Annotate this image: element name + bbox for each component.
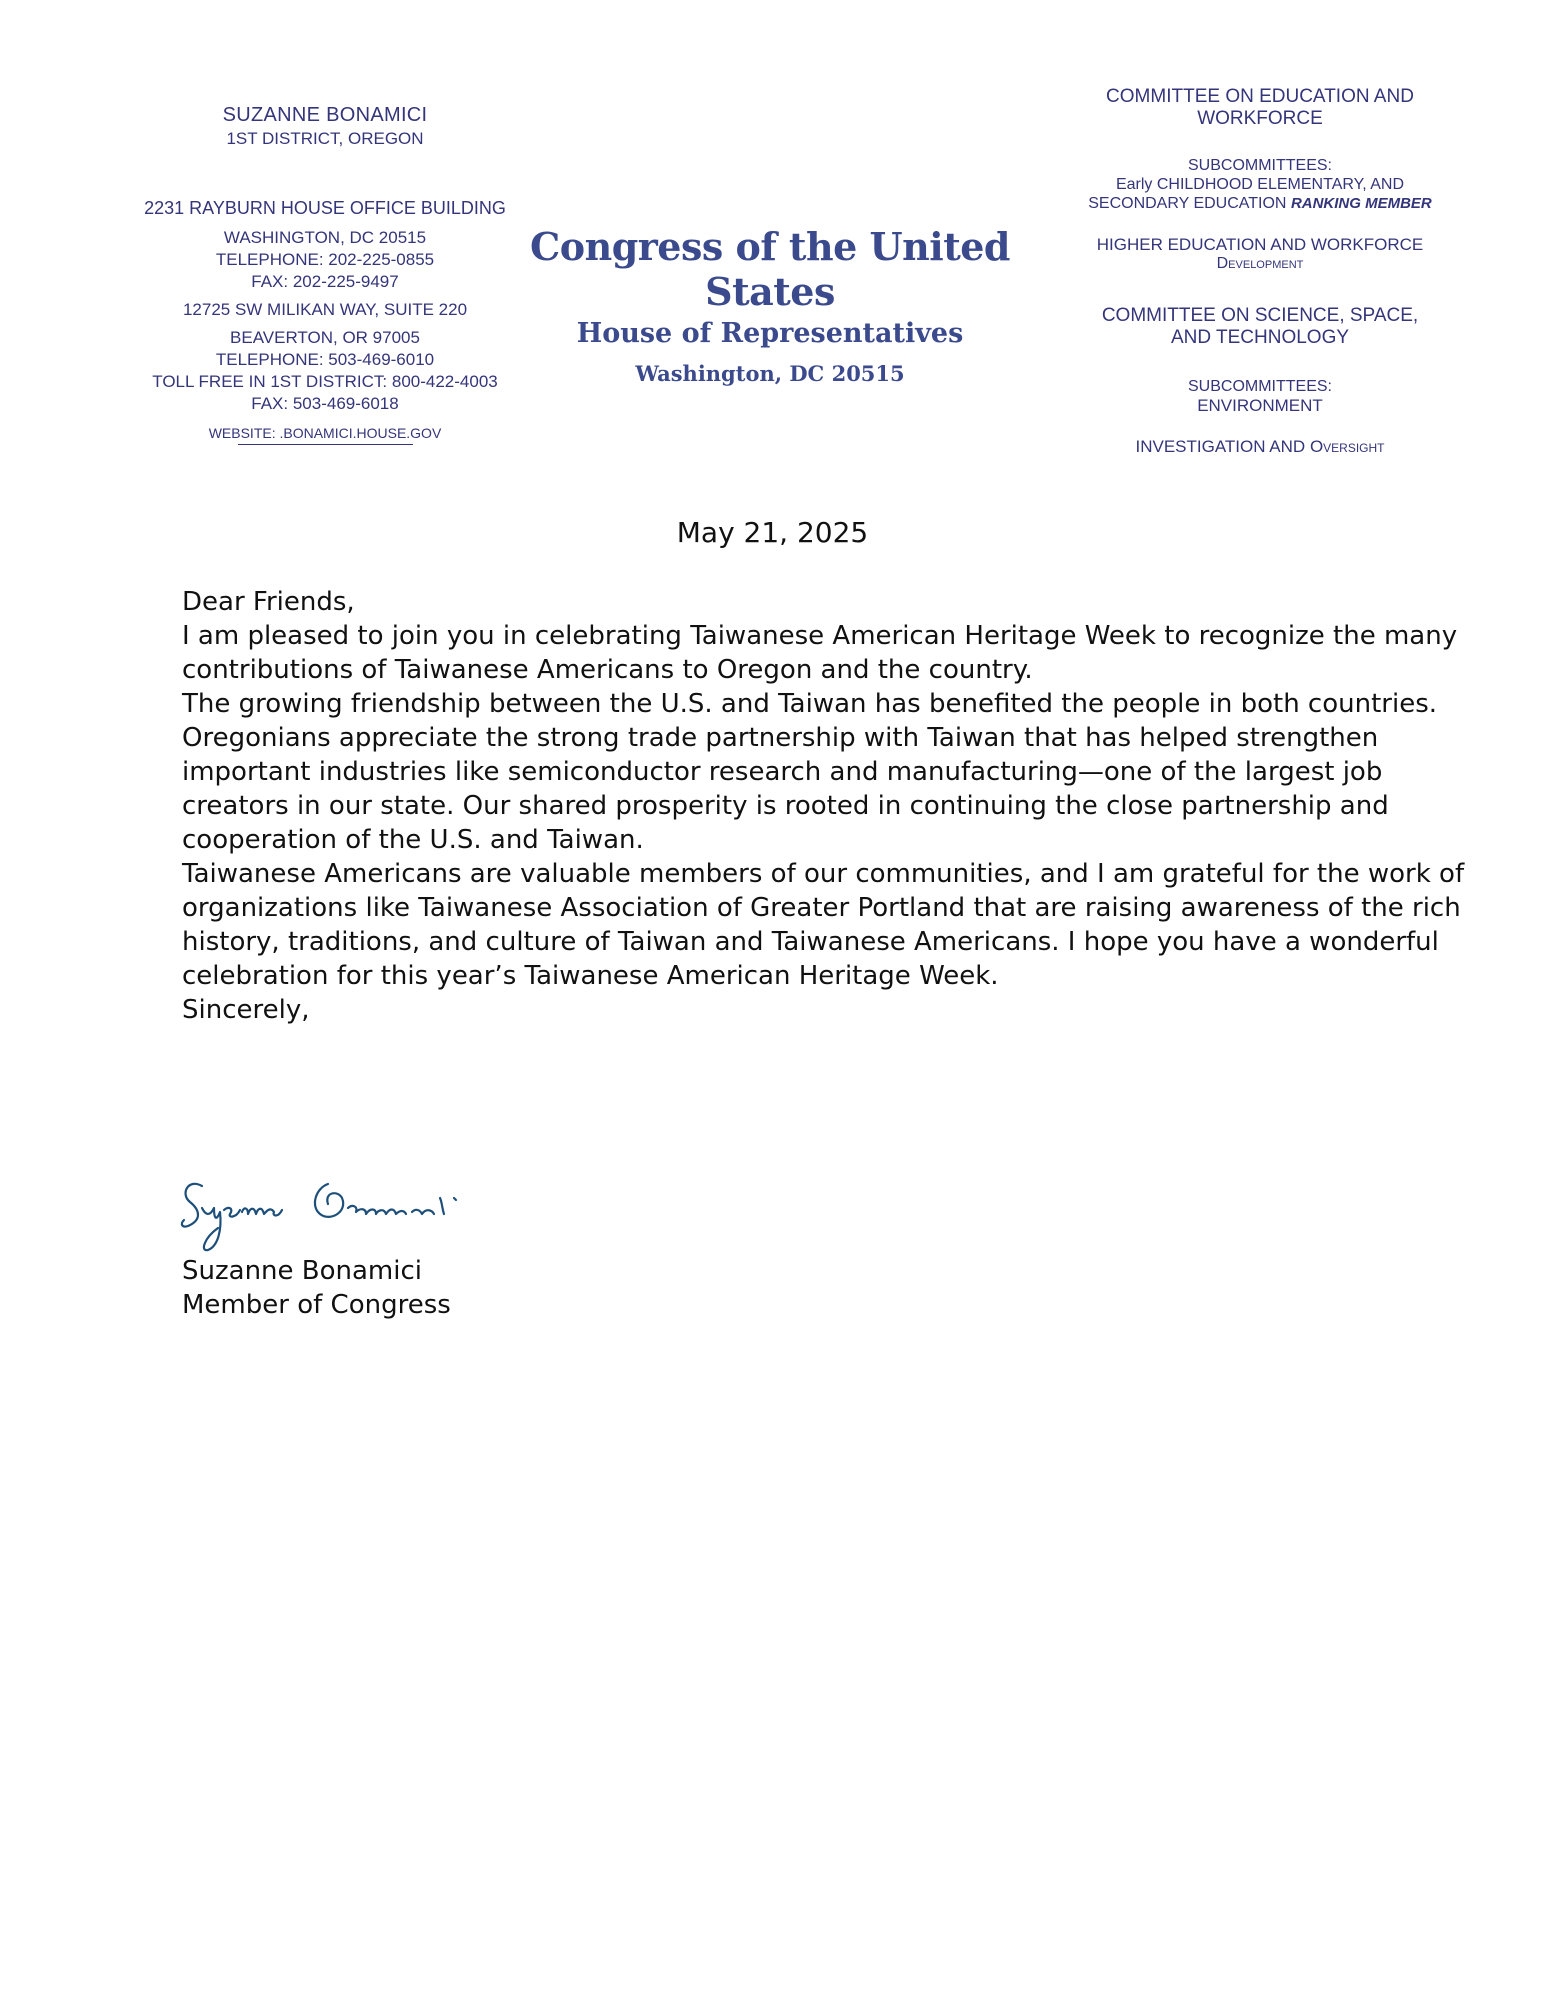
district-office-line: 12725 SW MILIKAN WAY, SUITE 220	[182, 300, 468, 319]
committee-science	[1040, 305, 1480, 349]
signer-block	[182, 1254, 1472, 1322]
committee-education	[1040, 86, 1480, 130]
closing: Sincerely,	[182, 995, 310, 1025]
congress-title: Congress of the United States	[529, 224, 1010, 314]
subcommittee-secondary-label: SECONDARY EDUCATION	[1088, 195, 1287, 212]
district-office-telephone: TELEPHONE: 503-469-6010	[215, 350, 435, 369]
subcommittee-higher-education: HIGHER EDUCATION AND WORKFORCE	[1096, 235, 1424, 254]
signer-name: Suzanne Bonamici	[182, 1256, 423, 1286]
subcommittee-investigation-label: INVESTIGATION AND	[1135, 437, 1306, 456]
signature-image	[178, 1168, 558, 1268]
subcommittee-development: Development	[1216, 255, 1304, 272]
subcommittees-label: SUBCOMMITTEES:	[1187, 378, 1332, 395]
body-paragraph: I am pleased to join you in celebrating Taiwanese American Heritage Week to recognize the many contributions of Taiwanese Americans to Oregon and the country.	[182, 621, 1458, 685]
letter-date: May 21, 2025	[676, 516, 869, 549]
committee-line: AND TECHNOLOGY	[1170, 327, 1350, 348]
dc-office-line: 2231 RAYBURN HOUSE OFFICE BUILDING	[144, 198, 506, 218]
dc-office-telephone: TELEPHONE: 202-225-0855	[215, 250, 435, 269]
subcommittee-environment: ENVIRONMENT	[1197, 396, 1323, 415]
letterhead-center	[520, 224, 1020, 386]
ranking-member-label: RANKING MEMBER	[1290, 195, 1432, 212]
subcommittee-early-childhood: Early CHILDHOOD ELEMENTARY, AND	[1115, 176, 1405, 193]
body-paragraph: The growing friendship between the U.S. and Taiwan has benefited the people in both countries. Oregonians appreciate the strong trade partnership with Taiwan that has helped strengthen important industries like semiconductor research and manufacturing—one of the largest job creators in our state. Our shared prosperity is rooted in continuing the close partnership and cooperation of the U.S. and Taiwan.	[182, 689, 1438, 855]
website-underline	[238, 444, 413, 445]
subcommittee-investigation	[1040, 437, 1480, 456]
committee-line: COMMITTEE ON SCIENCE, SPACE,	[1101, 305, 1419, 326]
letterhead-left	[120, 104, 530, 445]
member-district: 1ST DISTRICT, OREGON	[226, 129, 424, 148]
district-office-address	[120, 299, 530, 415]
washington-line: Washington, DC 20515	[635, 361, 905, 386]
subcommittees-label: SUBCOMMITTEES:	[1187, 157, 1332, 174]
dc-office-address	[120, 197, 530, 293]
subcommittee-oversight-label: Oversight	[1309, 437, 1385, 456]
committee-line: WORKFORCE	[1197, 108, 1323, 129]
dc-office-fax: FAX: 202-225-9497	[251, 272, 399, 291]
letterhead-right	[1040, 86, 1480, 456]
district-office-fax: FAX: 503-469-6018	[251, 394, 399, 413]
dc-office-line: WASHINGTON, DC 20515	[223, 228, 427, 247]
house-title: House of Representatives	[576, 318, 964, 349]
member-name: SUZANNE BONAMICI	[222, 104, 428, 126]
district-office-line: BEAVERTON, OR 97005	[230, 328, 420, 347]
website-link[interactable]: WEBSITE: .BONAMICI.HOUSE.GOV	[208, 425, 442, 441]
committee-line: COMMITTEE ON EDUCATION AND	[1106, 86, 1414, 107]
district-office-tollfree: TOLL FREE IN 1ST DISTRICT: 800-422-4003	[152, 372, 498, 391]
salutation: Dear Friends,	[182, 587, 355, 617]
letter-body	[182, 585, 1472, 1027]
signer-title: Member of Congress	[182, 1290, 451, 1320]
subcommittee-secondary	[1040, 194, 1480, 213]
body-paragraph: Taiwanese Americans are valuable members of our communities, and I am grateful for the work of organizations like Taiwanese Association of Greater Portland that are raising awareness of the rich history, traditions, and culture of Taiwan and Taiwanese Americans. I hope you have a wonderful celebration for this year’s Taiwanese American Heritage Week.	[182, 859, 1465, 991]
